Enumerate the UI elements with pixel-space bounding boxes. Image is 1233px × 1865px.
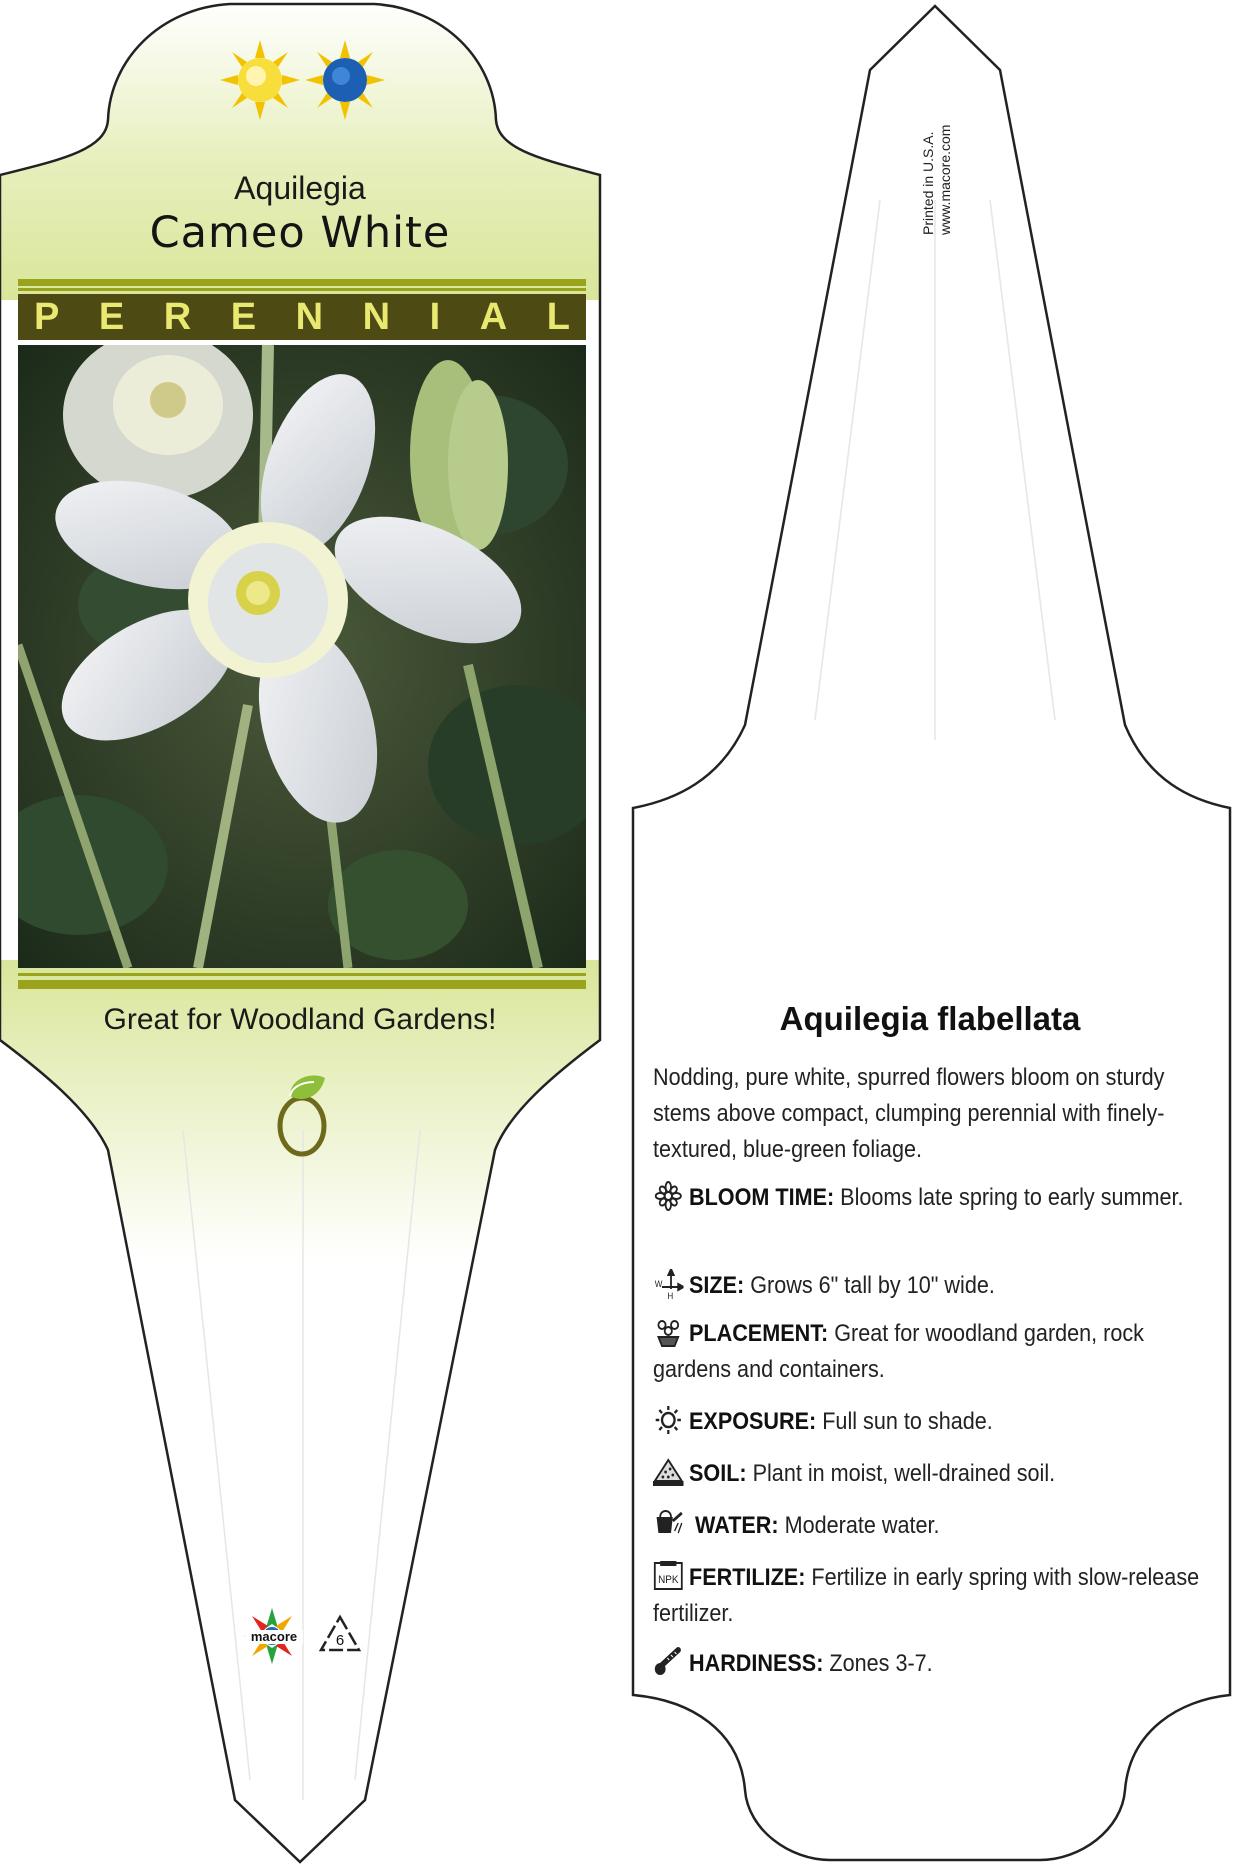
soil-icon xyxy=(653,1457,684,1487)
care-text: Blooms late spring to early summer. xyxy=(840,1184,1184,1211)
flower-icon xyxy=(653,1181,684,1211)
care-text: Grows 6" tall by 10" wide. xyxy=(750,1272,995,1299)
care-label: EXPOSURE: xyxy=(689,1408,817,1435)
printed-line-1: Printed in U.S.A. xyxy=(920,131,936,235)
size-icon-w: W xyxy=(654,1278,663,1290)
tagline: Great for Woodland Gardens! xyxy=(103,1003,497,1036)
care-label: SOIL: xyxy=(689,1460,747,1487)
thermometer-icon xyxy=(653,1647,684,1677)
banner-letter: E xyxy=(98,295,125,338)
banner-letter: A xyxy=(479,295,508,338)
banner-letter: P xyxy=(34,295,60,338)
care-item-soil xyxy=(653,1456,1211,1492)
banner-letter: R xyxy=(163,295,192,338)
banner-letter: I xyxy=(429,295,441,338)
watering-can-icon xyxy=(653,1509,684,1539)
care-text: Full sun to shade. xyxy=(822,1408,993,1435)
care-label: PLACEMENT: xyxy=(689,1320,829,1347)
care-label: SIZE: xyxy=(689,1272,745,1299)
common-name: Aquilegia xyxy=(234,170,366,206)
placement-icon xyxy=(653,1317,684,1347)
botanical-name: Aquilegia flabellata xyxy=(779,1000,1081,1037)
npk-icon xyxy=(653,1561,684,1591)
care-text: Fertilize in early spring with slow-release fertilizer. xyxy=(653,1564,1200,1627)
care-item-bloom-time xyxy=(653,1180,1211,1216)
banner-letter: N xyxy=(295,295,324,338)
printed-in-usa xyxy=(920,125,954,235)
care-label: FERTILIZE: xyxy=(689,1564,806,1591)
care-text: Moderate water. xyxy=(784,1512,940,1539)
care-label: HARDINESS: xyxy=(689,1650,824,1677)
care-label: WATER: xyxy=(695,1512,779,1539)
care-label: BLOOM TIME: xyxy=(689,1184,835,1211)
brand-name: macore xyxy=(250,1629,298,1644)
plant-description: Nodding, pure white, spurred flowers bloom on sturdy stems above compact, clumping perennial with finely-textured, blue-green foliage. xyxy=(653,1064,1165,1163)
care-text: Zones 3-7. xyxy=(829,1650,933,1677)
care-item-water xyxy=(653,1508,1211,1544)
website: www.macore.com xyxy=(937,124,953,235)
banner-letter: L xyxy=(546,295,570,338)
npk-label: NPK xyxy=(658,1574,679,1587)
size-icon-h: H xyxy=(667,1290,674,1299)
size-icon xyxy=(653,1269,684,1299)
care-item-placement xyxy=(653,1316,1211,1388)
care-text: Great for woodland garden, rock gardens and containers. xyxy=(653,1320,1144,1383)
sun-icon xyxy=(653,1405,684,1435)
care-item-hardiness xyxy=(653,1646,1211,1682)
care-item-size xyxy=(653,1268,1211,1304)
recycle-code: 6 xyxy=(335,1632,345,1649)
banner-letter: E xyxy=(230,295,257,338)
care-item-fertilize xyxy=(653,1560,1211,1632)
care-item-exposure xyxy=(653,1404,1211,1440)
care-text: Plant in moist, well-drained soil. xyxy=(752,1460,1056,1487)
banner-letter: N xyxy=(362,295,391,338)
variety-name: Cameo White xyxy=(149,208,451,258)
